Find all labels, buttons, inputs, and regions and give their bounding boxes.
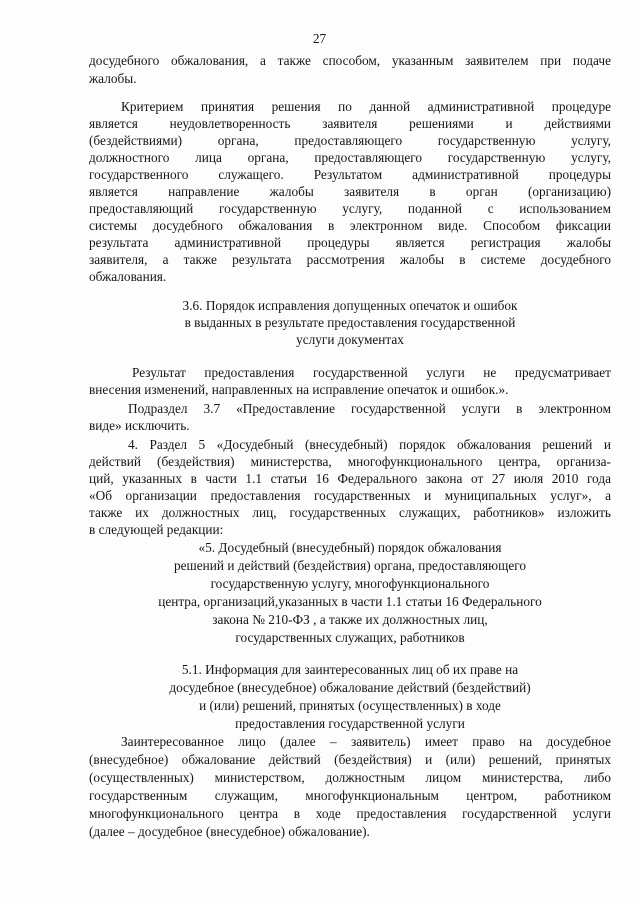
text-line: должностного лица органа, предоставляющего государственную услугу,	[89, 150, 611, 165]
section-heading-line: досудебное (внесудебное) обжалование действий (бездействий)	[169, 680, 531, 695]
text-line: 4. Раздел 5 «Досудебный (внесудебный) порядок обжалования решений и	[128, 437, 611, 452]
text-line: внесения изменений, направленных на исправление опечаток и ошибок.».	[89, 382, 509, 397]
section-title-line: центра, организаций,указанных в части 1.1 статьи 16 Федерального	[158, 594, 542, 609]
text-line: обжалования.	[89, 269, 167, 284]
text-line: (далее – досудебное (внесудебное) обжалование).	[89, 824, 370, 839]
text-line: Критерием принятия решения по данной административной процедуре	[121, 99, 611, 114]
section-title-line: закона № 210-ФЗ , а также их должностных лиц,	[212, 612, 488, 627]
text-line: результата административной процедуры является регистрация жалобы	[89, 235, 611, 250]
text-line: действий (бездействия) министерства, многофункционального центра, организа-	[89, 454, 611, 469]
text-line: ций, указанных в части 1.1 статьи 16 Федерального закона от 27 июля 2010 года	[89, 471, 611, 486]
text-line: также их должностных лиц, государственных служащих, работников» изложить	[89, 505, 611, 520]
text-line: государственным служащим, многофункциональным центром, работником	[89, 788, 611, 803]
text-line: жалобы.	[89, 71, 137, 86]
section-heading-line: и (или) решений, принятых (осуществленных) в ходе	[199, 698, 501, 713]
text-line: системы досудебного обжалования в электронном виде. Способом фиксации	[89, 218, 611, 233]
text-line: «Об организации предоставления государственных и муниципальных услуг», а	[89, 488, 611, 503]
text-line: является неудовлетворенность заявителя решениями и действиями	[89, 116, 611, 131]
text-line: Подраздел 3.7 «Предоставление государственной услуги в электронном	[128, 401, 611, 416]
text-line: (бездействиями) органа, предоставляющего государственную услугу,	[89, 133, 611, 148]
section-heading-line: услуги документах	[296, 332, 404, 347]
text-line: является направление жалобы заявителя в орган (организацию)	[89, 184, 611, 199]
text-line: (осуществленных) министерством, должностным лицом министерства, либо	[89, 770, 611, 785]
text-line: (внесудебное) обжалование действий (бездействия) и (или) решений, принятых	[89, 752, 611, 767]
text-line: многофункционального центра в ходе предоставления государственной услуги	[89, 806, 611, 821]
section-heading-line: в выданных в результате предоставления государственной	[184, 315, 516, 330]
text-line: Результат предоставления государственной услуги не предусматривает	[132, 365, 611, 380]
section-title-line: «5. Досудебный (внесудебный) порядок обжалования	[198, 540, 502, 555]
text-line: в следующей редакции:	[89, 522, 224, 537]
text-line: Заинтересованное лицо (далее – заявитель) имеет право на досудебное	[121, 734, 611, 749]
section-heading-line: 5.1. Информация для заинтересованных лиц об их праве на	[181, 662, 519, 677]
section-title-line: решений и действий (бездействия) органа, предоставляющего	[173, 558, 527, 573]
section-title-line: государственную услугу, многофункционального	[210, 576, 490, 591]
text-line: досудебного обжалования, а также способом, указанным заявителем при подаче	[89, 53, 611, 68]
text-line: государственного служащего. Результатом административной процедуры	[89, 167, 611, 182]
text-line: виде» исключить.	[89, 418, 190, 433]
text-line: заявителя, а также результата рассмотрения жалобы в системе досудебного	[89, 252, 611, 267]
page-number: 27	[312, 31, 327, 46]
section-heading-line: 3.6. Порядок исправления допущенных опечаток и ошибок	[182, 298, 518, 313]
text-line: предоставляющий государственную услугу, поданной с использованием	[89, 201, 611, 216]
section-title-line: государственных служащих, работников	[235, 630, 465, 645]
section-heading-line: предоставления государственной услуги	[235, 716, 465, 731]
